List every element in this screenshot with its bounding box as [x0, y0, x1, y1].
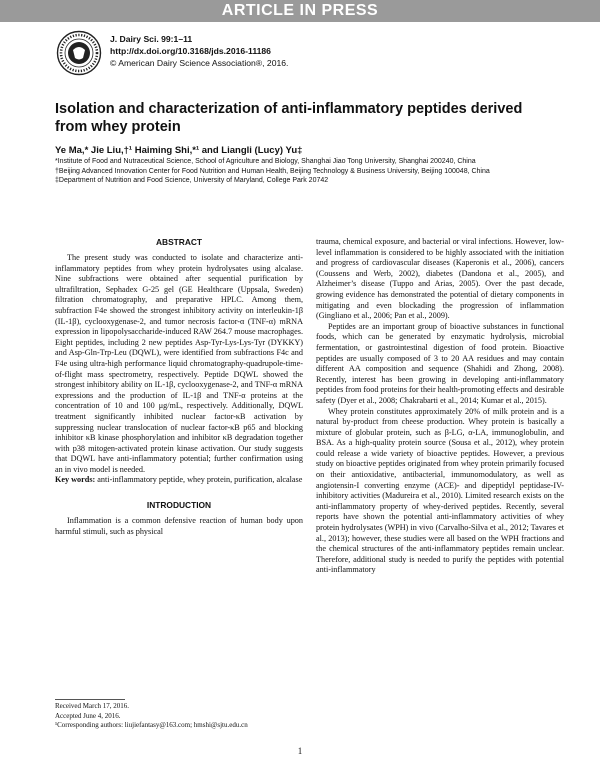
footnote-rule	[55, 699, 125, 700]
introduction-text: Inflammation is a common defensive reaction of human body upon harmful stimuli, such as physical	[55, 516, 303, 536]
page-number: 1	[297, 746, 303, 756]
affiliation-3: ‡Department of Nutrition and Food Science, University of Maryland, College Park 20742	[55, 177, 329, 184]
right-column	[316, 237, 564, 576]
author-list: Ye Ma,* Jie Liu,†¹ Haiming Shi,*¹ and Liangli (Lucy) Yu‡	[55, 145, 303, 156]
article-in-press-banner: ARTICLE IN PRESS	[0, 0, 600, 22]
body-paragraph-1: trauma, chemical exposure, and bacterial or viral infections. However, low-level inflammation is considered to be highly associated with the initiation and progress of cardiovascular diseases (Kaperonis et al., 2006), cancers (Coussens and Werb, 2002), diabetes (Dandona et al., 2005), and Alzheimer’s disease (Tuppo and Arias, 2005). Over the past decade, growing evidence has demonstrated the potential of dietary components in mitigating and even blockading the progression of inflammation (Gingliano et al., 2006; Pan et al., 2009).	[316, 237, 564, 321]
abstract-text: The present study was conducted to isolate and characterize anti-inflammatory peptides from whey protein hydrolysates using alcalase. Nine subfractions were obtained after sequential purification by ultrafiltration, Sephadex G-25 gel (GE Healthcare (Uppsala, Sweden) filtration chromatography, and preparative HPLC. Among them, subfraction F4e showed the strongest inhibitory activity on interleukin-1β (IL-1β), cyclooxygenase-2, and tumor necrosis factor-α (TNF-α) mRNA expression in lipopolysaccharide-induced RAW 264.7 mouse macrophages. Eight peptides, including 2 new peptides Asp-Tyr-Lys-Lys-Tyr (DYKKY) and Asp-Gln-Trp-Leu (DQWL), were identified from subfractions F4c and F4e using ultra-high performance liquid chromatography-quadrupole-time-of-flight mass spectrometry, respectively. Peptide DQWL showed the strongest inhibitory ability on IL-1β, cyclooxygenase-2, and TNF-α mRNA expressions and the production of IL-1β and TNF-α proteins at the concentration of 10 and 100 μg/mL, respectively. Additionally, DQWL treatment significantly inhibited nuclear factor-κB activation by suppressing nuclear translocation of nuclear factor-κB p65 and blocking inhibitor κB kinase phosphorylation and inhibitor κB degradation together with p38 mitogen-activated protein kinase activation. Our study suggests that DQWL have anti-inflammatory potential; further confirmation using an in vivo model is needed.	[55, 253, 303, 474]
body-paragraph-3: Whey protein constitutes approximately 20% of milk protein and is a natural by-product from cheese production. Whey protein is basically a mixture of globular protein, such as β-LG, α-LA, immunoglobulin, and BSA. As a high-quality protein source (Sousa et al., 2012), whey protein could release a wide variety of bioactive peptides. However, a previous study on bioactive peptides originated from whey protein primarily focused on their antioxidative, antibacterial, immunomodulatory, as well as angiotensin-I converting enzyme (ACE)- and dipeptidyl peptidase-IV-inhibitory activities (Madureira et al., 2010). Limited research exists on the anti-inflammatory property of whey-derived peptides. Recently, several reports have shown the potential anti-inflammatory activities of whey protein hydrolysates (WPH) in vivo (Carvalho-Silva et al., 2012; Tavares et al., 2013); however, these studies were all based on the WPH fractions and the chemical structures of the anti-inflammatory peptides remain unclear. Therefore, additional study is needed to purify the peptides with potential anti-inflammatory	[316, 406, 564, 575]
footnotes	[55, 702, 248, 731]
keywords	[55, 475, 303, 486]
abstract-heading: ABSTRACT	[155, 237, 203, 247]
corresponding-authors: ¹Corresponding authors: liujiefantasy@163.com; hmshi@sjtu.edu.cn	[55, 721, 248, 729]
accepted-date: Accepted June 4, 2016.	[55, 711, 121, 720]
article-title: Isolation and characterization of anti-inflammatory peptides derived from whey protein	[55, 101, 523, 135]
affiliation-2: †Beijing Advanced Innovation Center for Food Nutrition and Human Health, Beijing Technology & Business University, Beijing 100048, China	[55, 167, 490, 175]
received-date: Received March 17, 2016.	[55, 702, 130, 710]
keywords-text: anti-inflammatory peptide, whey protein, purification, alcalase	[95, 475, 303, 485]
journal-info	[110, 33, 288, 69]
doi-link[interactable]: http://dx.doi.org/10.3168/jds.2016-11186	[110, 46, 271, 56]
affiliation-1: *Institute of Food and Nutraceutical Science, School of Agriculture and Biology, Shanghai Jiao Tong University, Shanghai 200240, China	[55, 158, 476, 165]
journal-seal-logo	[56, 30, 102, 76]
left-column	[55, 237, 303, 537]
affiliations	[55, 157, 490, 186]
body-paragraph-2: Peptides are an important group of bioactive substances in functional foods, which can be generated by enzymatic hydrolysis, microbial fermentation, or gastrointestinal digestion of food protein. Bioactive peptides are usually composed of 3 to 20 AA residues and may contain different AA composition and sequence (Shahidi and Zhong, 2008). Recently, interest has been growing in developing anti-inflammatory peptides from food proteins for their health-promoting effects and desirable safety (Dyer et al., 2008; Chakrabarti et al., 2014; Kumar et al., 2015).	[316, 321, 564, 405]
introduction-heading: INTRODUCTION	[146, 500, 212, 511]
keywords-label: Key words:	[55, 475, 96, 485]
journal-citation: J. Dairy Sci. 99:1–11	[110, 34, 193, 44]
copyright-notice: © American Dairy Science Association®, 2016.	[110, 58, 289, 68]
